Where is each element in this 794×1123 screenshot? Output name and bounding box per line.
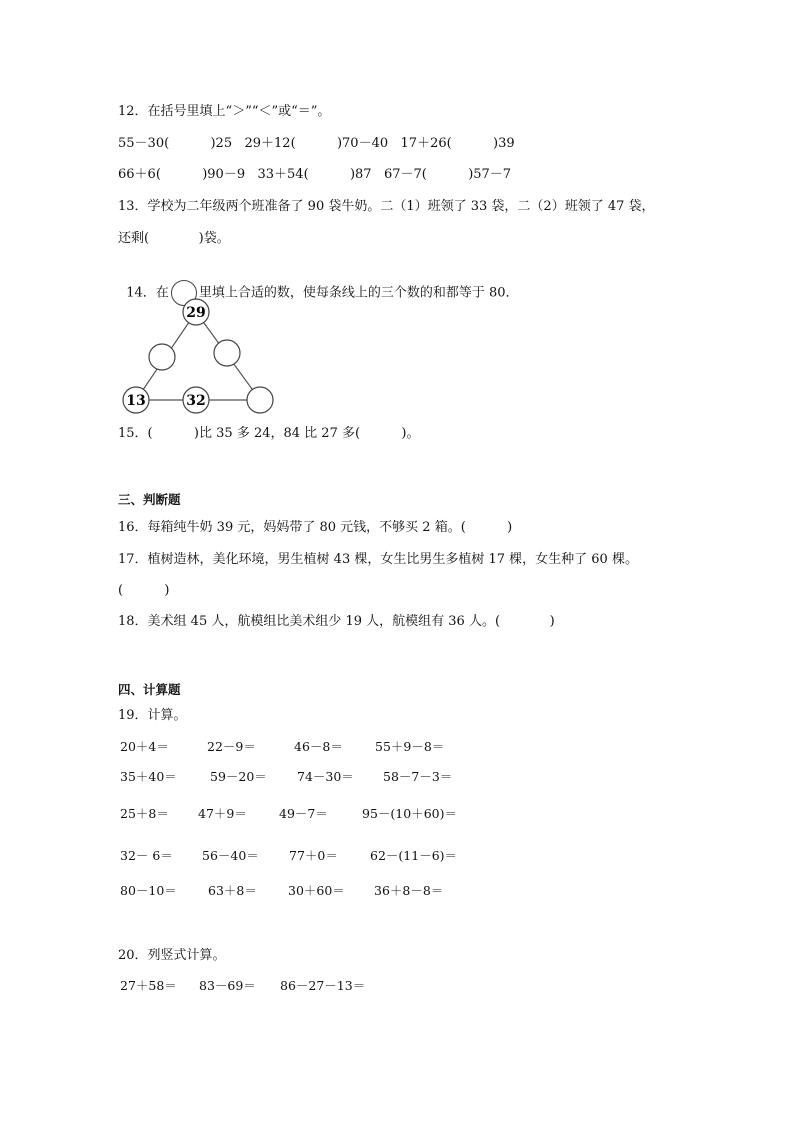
q12-row1: 55－30( )25 29＋12( )70－40 17＋26( )39	[118, 136, 515, 151]
q13-line2: 还剩( )袋。	[118, 231, 230, 246]
q19-title: 19．计算。	[118, 708, 187, 723]
q14-suffix: 里填上合适的数，使每条线上的三个数的和都等于 80．	[198, 285, 519, 301]
calc-r2c4: 58－7－3＝	[383, 769, 453, 784]
triangle-diagram	[110, 294, 290, 416]
calc-r2c1: 35＋40＝	[120, 769, 177, 784]
calc-r5c1: 80－10＝	[120, 883, 177, 898]
calc-r3c3: 49－7＝	[279, 806, 328, 821]
circle-left-mid	[149, 344, 175, 370]
calc-r1c3: 46－8＝	[294, 739, 343, 754]
circle-bottom-right	[247, 387, 273, 413]
q12-title: 12．在括号里填上“＞”“＜”或“＝”。	[118, 104, 331, 119]
calc-r1c4: 55＋9－8＝	[375, 739, 445, 754]
q14-prefix: 14．在	[126, 285, 169, 301]
q12-row2: 66＋6( )90－9 33＋54( )87 67－7( )57－7	[118, 167, 512, 182]
calc-r3c4: 95－(10＋60)＝	[362, 806, 457, 821]
calc-r2c2: 59－20＝	[210, 769, 267, 784]
circle-top-value: 29	[186, 305, 206, 321]
circle-right-mid	[214, 340, 240, 366]
calc-r2c3: 74－30＝	[297, 769, 354, 784]
calc-r4c1: 32－ 6＝	[120, 848, 173, 863]
section-judgement-heading: 三、判断题	[118, 492, 181, 507]
circle-bottom-mid-value: 32	[186, 393, 206, 409]
q13-line1: 13．学校为二年级两个班准备了 90 袋牛奶。二（1）班领了 33 袋，二（2）班领了 47 袋，	[118, 199, 655, 214]
calc-r5c3: 30＋60＝	[288, 883, 345, 898]
calc-r4c4: 62－(11－6)＝	[370, 848, 458, 863]
calc-r4c2: 56－40＝	[202, 848, 259, 863]
q18: 18．美术组 45 人，航模组比美术组少 19 人，航模组有 36 人。( )	[118, 614, 555, 629]
q17-line1: 17．植树造林，美化环境，男生植树 43 棵，女生比男生多植树 17 棵，女生种了 60 棵。	[118, 552, 638, 567]
vertical-calc-1: 27＋58＝	[120, 978, 177, 993]
circle-bottom-left-value: 13	[126, 393, 146, 409]
calc-r1c1: 20＋4＝	[120, 739, 169, 754]
vertical-calc-3: 86－27－13＝	[280, 978, 366, 993]
q16: 16．每箱纯牛奶 39 元，妈妈带了 80 元钱，不够买 2 箱。( )	[118, 520, 513, 535]
calc-r5c4: 36＋8－8＝	[374, 883, 444, 898]
calc-r3c1: 25＋8＝	[120, 806, 169, 821]
calc-r5c2: 63＋8＝	[208, 883, 257, 898]
section-calculation-heading: 四、计算题	[118, 682, 181, 697]
q17-line2: ( )	[118, 583, 170, 598]
calc-r4c3: 77＋0＝	[289, 848, 338, 863]
calc-r3c2: 47＋9＝	[198, 806, 247, 821]
calc-r1c2: 22－9＝	[207, 739, 256, 754]
q20-title: 20．列竖式计算。	[118, 948, 226, 963]
vertical-calc-2: 83－69＝	[199, 978, 256, 993]
q15: 15．( )比 35 多 24，84 比 27 多( )。	[118, 426, 420, 441]
